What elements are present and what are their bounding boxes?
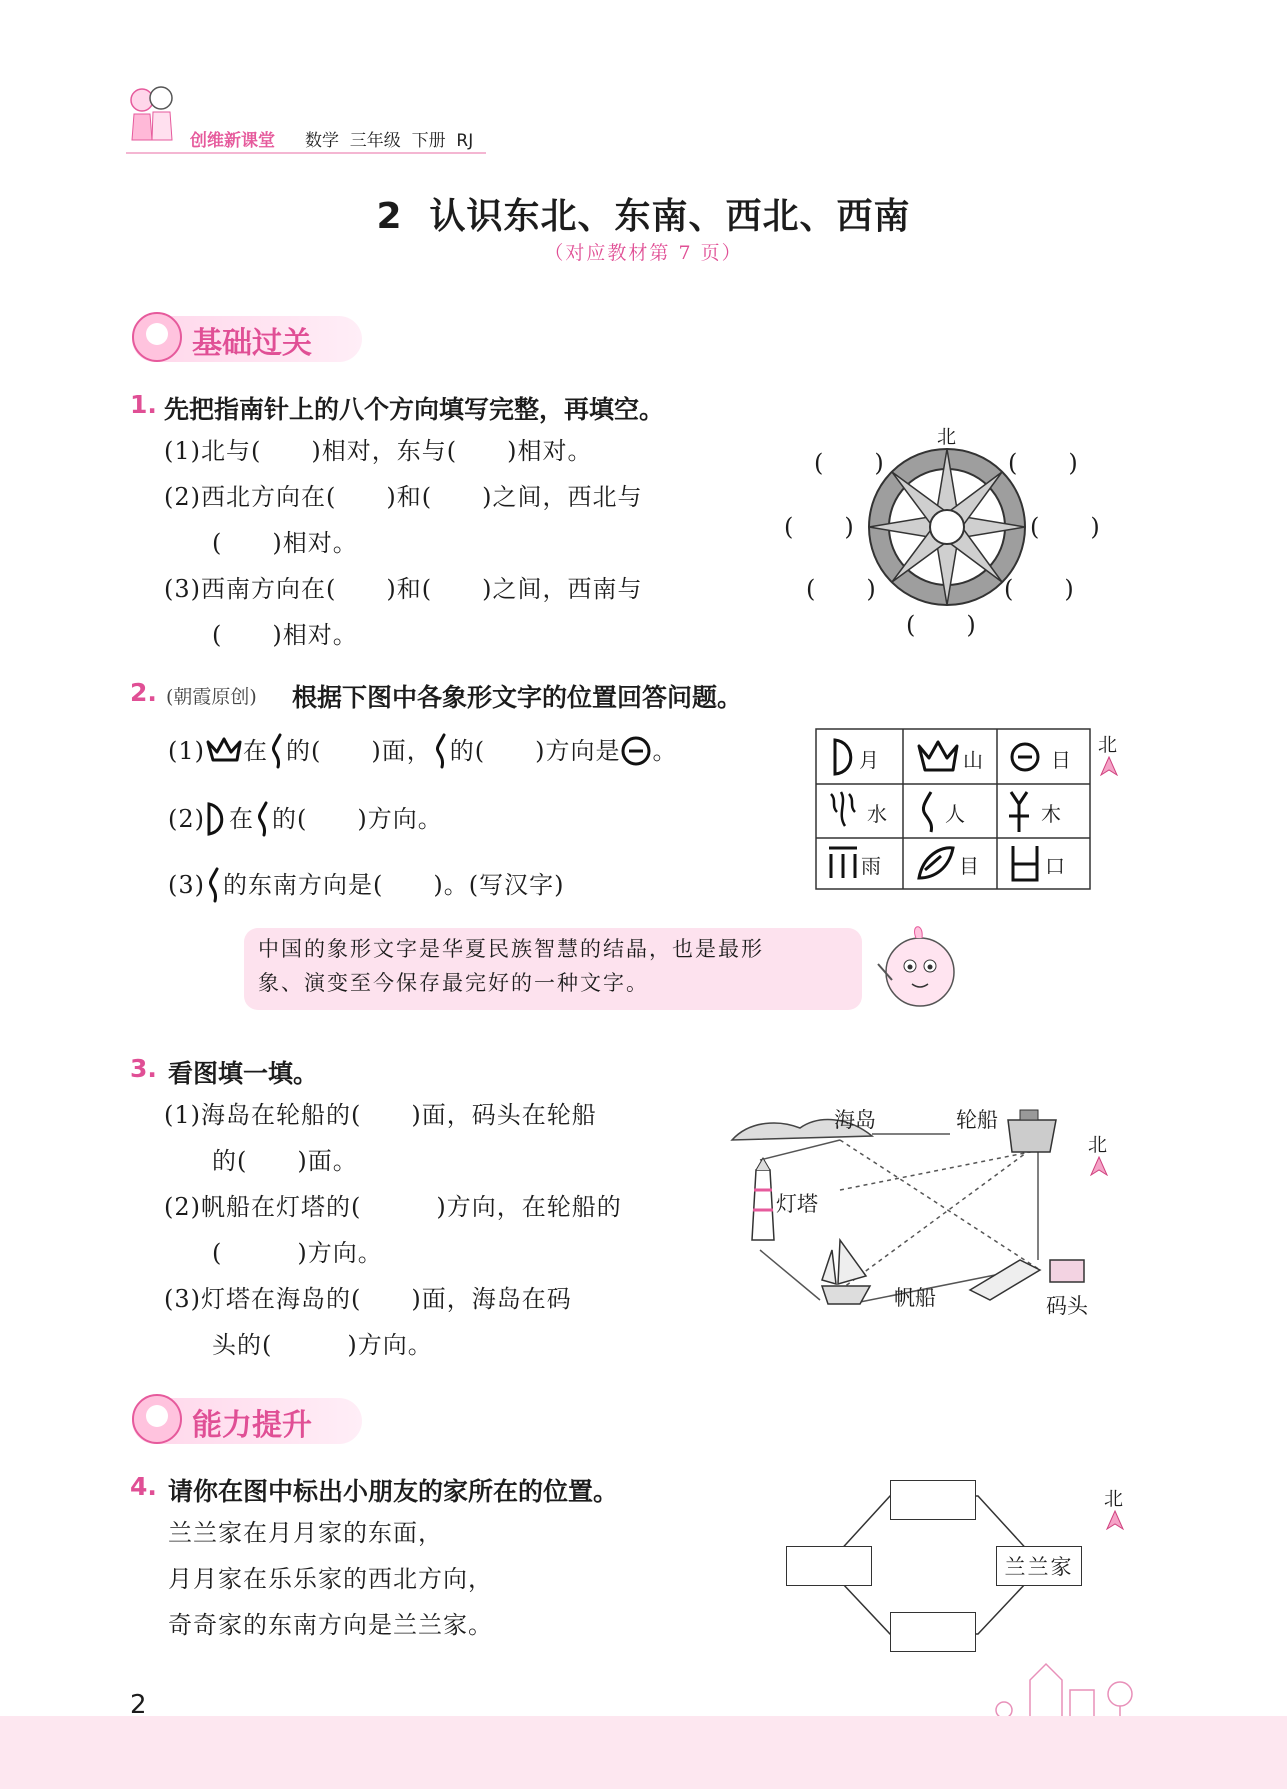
- grid-char-1-0: 水: [867, 802, 887, 826]
- q4-text: 请你在图中标出小朋友的家所在的位置。: [168, 1477, 619, 1506]
- homes-north-label: 北: [1104, 1488, 1124, 1510]
- glyph-moon-icon: [205, 801, 229, 837]
- page-subtitle: （对应教材第 7 页）: [544, 242, 743, 264]
- home-box-west[interactable]: [786, 1546, 872, 1586]
- section-advanced-icon: [130, 1392, 184, 1446]
- home-box-south[interactable]: [890, 1612, 976, 1652]
- q4-line-2: 月月家在乐乐家的西北方向，: [168, 1565, 493, 1593]
- compass-blank-s: ( ): [906, 611, 977, 639]
- q3-line-3: (2)帆船在灯塔的( )方向，在轮船的: [164, 1193, 622, 1221]
- q2-l1-b: 在: [243, 737, 268, 765]
- compass-blank-se: ( ): [1004, 575, 1075, 603]
- header-brand: 创维新课堂: [190, 131, 275, 151]
- home-box-lanlan: [996, 1546, 1082, 1586]
- home-box-north[interactable]: [890, 1480, 976, 1520]
- pictograph-grid: [815, 728, 1091, 890]
- q2-text: 根据下图中各象形文字的位置回答问题。: [292, 683, 743, 712]
- footer-band: [0, 1716, 1287, 1789]
- q1-line-2: (2)西北方向在( )和( )之间，西北与: [164, 483, 643, 511]
- compass-blank-e: ( ): [1030, 513, 1101, 541]
- q1-line-1: (1)北与( )相对，东与( )相对。: [164, 437, 593, 465]
- compass-blank-ne: ( ): [1008, 449, 1079, 477]
- glyph-person-icon-4: [205, 867, 223, 903]
- map-label-lighthouse: 灯塔: [776, 1192, 818, 1216]
- q3-text: 看图填一填。: [168, 1059, 319, 1088]
- q2-line-1: [168, 728, 677, 774]
- grid-north-arrow-icon: [1100, 756, 1118, 776]
- q2-l1-c: 的( )面，: [286, 737, 432, 765]
- q2-l2-c: 的( )方向。: [272, 805, 443, 833]
- glyph-person-icon: [268, 733, 286, 769]
- grid-char-1-2: 木: [1041, 802, 1061, 826]
- q2-l3-a: (3): [168, 871, 205, 899]
- page-number: 2: [130, 1690, 147, 1720]
- tip-line-2: 象、演变至今保存最完好的一种文字。: [258, 971, 649, 995]
- header-divider: [126, 152, 486, 154]
- page-title: 2 认识东北、东南、西北、西南: [376, 196, 911, 237]
- q1-text: 先把指南针上的八个方向填写完整，再填空。: [164, 395, 665, 424]
- q3-line-2: 的( )面。: [212, 1147, 358, 1175]
- q2-l1-d: 的( )方向是: [449, 737, 621, 765]
- q3-line-1: (1)海岛在轮船的( )面，码头在轮船: [164, 1101, 597, 1129]
- q3-line-6: 头的( )方向。: [212, 1331, 433, 1359]
- grid-north-label: 北: [1098, 734, 1118, 756]
- homes-diagram: [784, 1476, 1084, 1656]
- glyph-sun-icon: [620, 735, 652, 767]
- map-north-arrow-icon: [1090, 1156, 1108, 1176]
- ship-icon: [1008, 1120, 1056, 1152]
- q2-line-3: [168, 862, 564, 908]
- header-info: 数学 三年级 下册 RJ: [305, 131, 474, 151]
- grid-char-2-0: 雨: [861, 854, 881, 878]
- mascot-peach-icon: [870, 920, 970, 1020]
- header-mascot-icon: [126, 84, 176, 148]
- compass-blank-w: ( ): [784, 513, 855, 541]
- map-label-ship: 轮船: [956, 1108, 998, 1132]
- q2-l1-a: (1): [168, 737, 205, 765]
- section-basic-icon: [130, 310, 184, 364]
- grid-char-0-1: 山: [963, 748, 983, 772]
- grid-char-2-2: 口: [1045, 854, 1065, 878]
- glyph-person-icon-2: [432, 733, 450, 769]
- q3-line-5: (3)灯塔在海岛的( )面，海岛在码: [164, 1285, 572, 1313]
- grid-char-2-1: 目: [959, 854, 979, 878]
- compass-blank-nw: ( ): [814, 449, 885, 477]
- footer-decoration-icon: [990, 1650, 1170, 1720]
- q3-number: 3.: [130, 1054, 157, 1083]
- section-advanced-title: 能力提升: [192, 1408, 312, 1443]
- glyph-mountain-icon: [205, 736, 243, 766]
- q1-line-3: ( )相对。: [212, 529, 358, 557]
- compass-north-label: 北: [937, 426, 957, 448]
- culture-tip-box: [244, 928, 862, 1010]
- lighthouse-icon: [752, 1170, 774, 1240]
- q2-l3-b: 的东南方向是( )。(写汉字): [223, 871, 565, 899]
- q1-line-4: (3)西南方向在( )和( )之间，西南与: [164, 575, 643, 603]
- grid-char-1-1: 人: [945, 802, 965, 826]
- map-label-island: 海岛: [834, 1108, 876, 1132]
- map-label-dock: 码头: [1046, 1294, 1088, 1318]
- grid-char-0-2: 日: [1051, 748, 1071, 772]
- q2-l2-b: 在: [229, 805, 254, 833]
- q2-l1-e: 。: [652, 737, 678, 765]
- q2-source: (朝霞原创): [166, 686, 257, 708]
- compass-blank-sw: ( ): [806, 575, 877, 603]
- q4-line-3: 奇奇家的东南方向是兰兰家。: [168, 1611, 493, 1639]
- q2-l2-a: (2): [168, 805, 205, 833]
- map-label-sailboat: 帆船: [894, 1286, 936, 1310]
- dock-icon: [970, 1260, 1040, 1300]
- glyph-person-icon-3: [254, 801, 272, 837]
- grid-char-0-0: 月: [859, 748, 879, 772]
- q4-number: 4.: [130, 1472, 157, 1501]
- q3-line-4: ( )方向。: [212, 1239, 383, 1267]
- map-north-label: 北: [1088, 1134, 1108, 1156]
- home-label-lanlan: 兰兰家: [1004, 1555, 1074, 1579]
- section-basic-title: 基础过关: [192, 326, 312, 361]
- q1-line-5: ( )相对。: [212, 621, 358, 649]
- tip-line-1: 中国的象形文字是华夏民族智慧的结晶，也是最形: [258, 937, 764, 961]
- q1-number: 1.: [130, 390, 157, 419]
- homes-north-arrow-icon: [1106, 1510, 1124, 1530]
- q2-line-2: [168, 796, 443, 842]
- q4-line-1: 兰兰家在月月家的东面，: [168, 1519, 443, 1547]
- q2-number: 2.: [130, 678, 157, 707]
